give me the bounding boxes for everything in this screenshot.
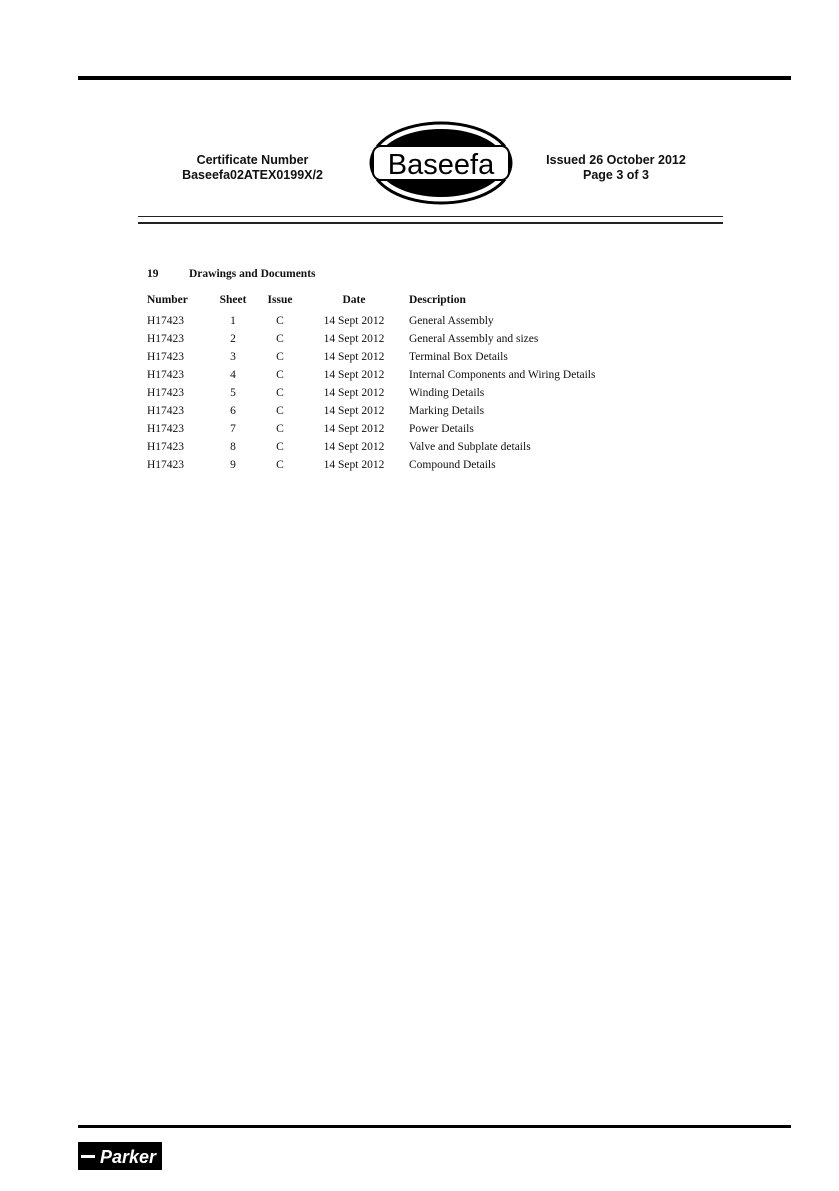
table-row xyxy=(147,312,649,330)
cell-number: H17423 xyxy=(147,459,185,471)
cell-issue: C xyxy=(276,423,284,435)
header-sheet: Sheet xyxy=(219,294,247,306)
cell-issue: C xyxy=(276,441,284,453)
cell-number: H17423 xyxy=(147,333,185,345)
section-title: Drawings and Documents xyxy=(189,268,316,280)
drawings-table xyxy=(147,288,649,474)
cell-sheet: 7 xyxy=(230,423,236,435)
certificate-block xyxy=(170,153,335,183)
table-row xyxy=(147,384,649,402)
section-number: 19 xyxy=(147,268,159,280)
footer-rule xyxy=(78,1125,791,1128)
cell-number: H17423 xyxy=(147,405,185,417)
cell-number: H17423 xyxy=(147,315,185,327)
table-row xyxy=(147,366,649,384)
header-date: Date xyxy=(342,294,366,306)
header-description: Description xyxy=(409,294,466,306)
cell-date: 14 Sept 2012 xyxy=(323,387,385,399)
cell-issue: C xyxy=(276,315,284,327)
issued-block xyxy=(538,153,694,183)
certificate-number: Baseefa02ATEX0199X/2 xyxy=(182,168,323,182)
cell-issue: C xyxy=(276,351,284,363)
cell-sheet: 8 xyxy=(230,441,236,453)
baseefa-logo xyxy=(368,120,514,206)
cell-description: General Assembly and sizes xyxy=(409,333,539,345)
header-issue: Issue xyxy=(267,294,293,306)
top-rule xyxy=(78,76,791,80)
cell-sheet: 6 xyxy=(230,405,236,417)
cell-description: Winding Details xyxy=(409,387,485,399)
cell-date: 14 Sept 2012 xyxy=(323,315,385,327)
cell-date: 14 Sept 2012 xyxy=(323,423,385,435)
baseefa-logo-text: Baseefa xyxy=(387,149,495,181)
cell-description: Internal Components and Wiring Details xyxy=(409,369,596,381)
cell-date: 14 Sept 2012 xyxy=(323,333,385,345)
cell-sheet: 3 xyxy=(230,351,236,363)
cell-number: H17423 xyxy=(147,351,185,363)
cell-description: Compound Details xyxy=(409,459,496,471)
header-rule-bottom xyxy=(138,222,723,224)
cell-date: 14 Sept 2012 xyxy=(323,351,385,363)
cell-description: Valve and Subplate details xyxy=(409,441,531,453)
cell-sheet: 1 xyxy=(230,315,236,327)
cell-number: H17423 xyxy=(147,387,185,399)
certificate-label: Certificate Number xyxy=(196,153,309,167)
cell-date: 14 Sept 2012 xyxy=(323,459,385,471)
cell-number: H17423 xyxy=(147,441,185,453)
table-row xyxy=(147,456,649,474)
cell-number: H17423 xyxy=(147,423,185,435)
cell-description: Marking Details xyxy=(409,405,485,417)
cell-sheet: 2 xyxy=(230,333,236,345)
table-header-row xyxy=(147,288,649,312)
parker-logo-text: Parker xyxy=(99,1147,157,1167)
cell-date: 14 Sept 2012 xyxy=(323,405,385,417)
cell-issue: C xyxy=(276,369,284,381)
parker-logo xyxy=(78,1142,162,1170)
cell-issue: C xyxy=(276,333,284,345)
table-row xyxy=(147,438,649,456)
cell-issue: C xyxy=(276,459,284,471)
cell-issue: C xyxy=(276,387,284,399)
cell-description: General Assembly xyxy=(409,315,494,327)
table-row xyxy=(147,348,649,366)
issued-date: Issued 26 October 2012 xyxy=(546,153,686,167)
table-row xyxy=(147,420,649,438)
table-row xyxy=(147,330,649,348)
header-number: Number xyxy=(147,294,188,306)
header-rule-top xyxy=(138,216,723,217)
cell-number: H17423 xyxy=(147,369,185,381)
cell-sheet: 9 xyxy=(230,459,236,471)
cell-sheet: 5 xyxy=(230,387,236,399)
cell-description: Power Details xyxy=(409,423,474,435)
section-heading xyxy=(147,268,316,280)
cell-date: 14 Sept 2012 xyxy=(323,369,385,381)
cell-date: 14 Sept 2012 xyxy=(323,441,385,453)
page-number: Page 3 of 3 xyxy=(583,168,649,182)
cell-description: Terminal Box Details xyxy=(409,351,508,363)
cell-issue: C xyxy=(276,405,284,417)
table-row xyxy=(147,402,649,420)
cell-sheet: 4 xyxy=(230,369,236,381)
